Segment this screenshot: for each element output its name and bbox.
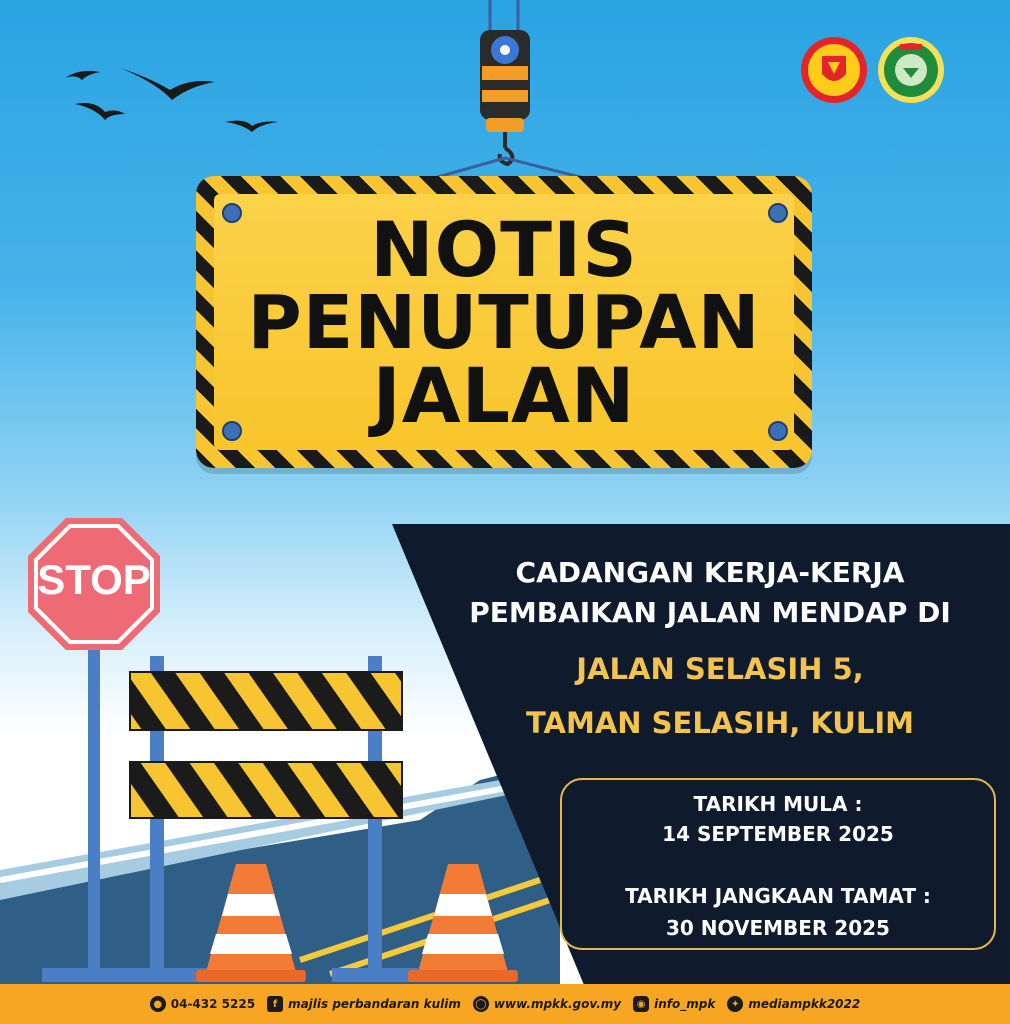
location-line2: TAMAN SELASIH, KULIM	[526, 706, 914, 740]
mpk-logo-icon	[878, 37, 944, 103]
footer-facebook[interactable]	[267, 996, 461, 1012]
bird	[120, 68, 215, 100]
location-line1: JALAN SELASIH 5,	[576, 652, 864, 686]
footer-twitter[interactable]	[727, 996, 860, 1012]
twitter-text: mediampkk2022	[748, 997, 861, 1011]
twitter-icon: ✦	[727, 996, 743, 1012]
end-date-value: 30 NOVEMBER 2025	[666, 916, 890, 940]
stop-sign-text: STOP	[37, 556, 151, 603]
crane-hook	[410, 0, 610, 190]
user-circle-icon: ●	[150, 996, 166, 1012]
facebook-icon: f	[267, 996, 283, 1012]
end-date-label: TARIKH JANGKAAN TAMAT :	[625, 884, 931, 908]
bird	[225, 121, 278, 132]
council-emblems	[800, 34, 945, 106]
sign-title-line1: NOTIS	[369, 205, 639, 294]
phone-text: 04-432 5225	[170, 997, 256, 1011]
traffic-cone-icon	[408, 864, 518, 984]
sign-title-line2: PENUTUPAN	[247, 280, 761, 366]
traffic-cone-icon	[196, 864, 306, 984]
bird	[75, 103, 125, 120]
footer-phone	[150, 996, 255, 1012]
footer-instagram[interactable]	[633, 996, 715, 1012]
birds-illustration	[60, 60, 290, 140]
facebook-text: majlis perbandaran kulim	[288, 997, 461, 1011]
bird	[65, 71, 100, 80]
proposal-line2: PEMBAIKAN JALAN MENDAP DI	[469, 596, 951, 629]
footer-website[interactable]	[473, 996, 621, 1012]
instagram-icon: ◉	[633, 996, 649, 1012]
globe-icon: ◯	[473, 996, 489, 1012]
instagram-text: info_mpk	[654, 997, 716, 1011]
kedah-crest-icon	[801, 37, 867, 103]
start-date-label: TARIKH MULA :	[693, 792, 863, 816]
sign-title-line3: JALAN	[372, 351, 636, 440]
proposal-line1: CADANGAN KERJA-KERJA	[515, 556, 905, 589]
start-date-value: 14 SEPTEMBER 2025	[662, 822, 894, 846]
website-text: www.mpkk.gov.my	[493, 997, 622, 1011]
contact-footer	[0, 984, 1010, 1024]
